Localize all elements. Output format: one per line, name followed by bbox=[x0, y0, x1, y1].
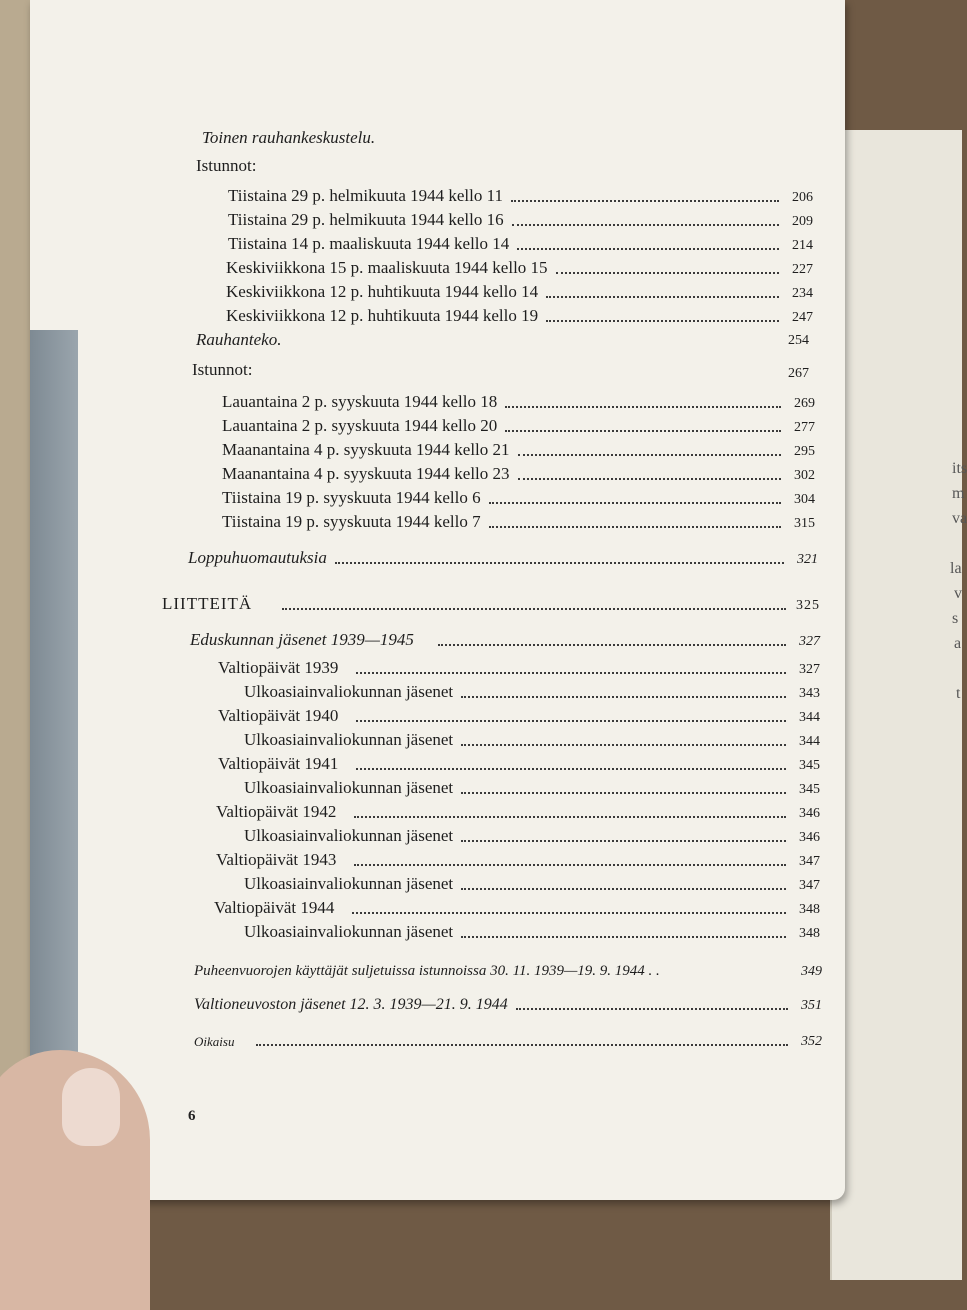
toc-entry[interactable]: Lauantaina 2 p. syyskuuta 1944 kello 18 269 bbox=[222, 392, 815, 411]
facing-page-fragment: its bbox=[952, 460, 967, 477]
thumbnail bbox=[62, 1068, 120, 1146]
toc-entry[interactable]: Valtiopäivät 1942 346 bbox=[216, 802, 820, 821]
toc-entry[interactable]: Valtiopäivät 1939 327 bbox=[218, 658, 820, 677]
toc-entry[interactable]: Ulkoasiainvaliokunnan jäsenet 344 bbox=[244, 730, 820, 749]
toc-entry[interactable]: Ulkoasiainvaliokunnan jäsenet 346 bbox=[244, 826, 820, 845]
facing-page-fragment: a bbox=[954, 635, 962, 652]
toc-entry[interactable]: Tiistaina 19 p. syyskuuta 1944 kello 7 315 bbox=[222, 512, 815, 531]
facing-page-fragment: m bbox=[952, 485, 965, 502]
page-ref: 347 bbox=[799, 854, 820, 869]
facing-page-fragment: la bbox=[950, 560, 962, 577]
page-ref: 247 bbox=[792, 310, 813, 325]
toc-entry[interactable]: Maanantaina 4 p. syyskuuta 1944 kello 21 295 bbox=[222, 440, 815, 459]
facing-page-fragment: s bbox=[952, 610, 959, 627]
facing-page-fragment: va bbox=[952, 510, 967, 527]
istunnot-label: Istunnot: bbox=[192, 360, 253, 379]
page-ref: 254 bbox=[788, 333, 809, 348]
toc-entry[interactable]: Keskiviikkona 12 p. huhtikuuta 1944 kello 19 247 bbox=[226, 306, 813, 325]
toc-entry[interactable]: Tiistaina 14 p. maaliskuuta 1944 kello 14 214 bbox=[228, 234, 813, 253]
page-ref: 302 bbox=[794, 468, 815, 483]
toc-entry[interactable]: Valtiopäivät 1943 347 bbox=[216, 850, 820, 869]
page-ref: 345 bbox=[799, 758, 820, 773]
page-ref: 315 bbox=[794, 516, 815, 531]
page-ref: 295 bbox=[794, 444, 815, 459]
page-ref: 214 bbox=[792, 238, 813, 253]
page-ref: 327 bbox=[799, 634, 820, 649]
page-ref: 344 bbox=[799, 710, 820, 725]
page-ref: 327 bbox=[799, 662, 820, 677]
toc-entry[interactable]: Valtiopäivät 1940 344 bbox=[218, 706, 820, 725]
page-ref: 351 bbox=[801, 998, 822, 1013]
page-ref: 343 bbox=[799, 686, 820, 701]
page-ref: 234 bbox=[792, 286, 813, 301]
page-number: 6 bbox=[188, 1108, 196, 1124]
toc-entry[interactable]: Ulkoasiainvaliokunnan jäsenet 348 bbox=[244, 922, 820, 941]
page-ref: 344 bbox=[799, 734, 820, 749]
page-ref: 321 bbox=[797, 552, 818, 567]
toc-entry[interactable]: Valtiopäivät 1944 348 bbox=[214, 898, 820, 917]
toc-entry[interactable]: Tiistaina 19 p. syyskuuta 1944 kello 6 304 bbox=[222, 488, 815, 507]
toc-entry[interactable]: Keskiviikkona 12 p. huhtikuuta 1944 kello 14 234 bbox=[226, 282, 813, 301]
toc-entry[interactable]: Maanantaina 4 p. syyskuuta 1944 kello 23 302 bbox=[222, 464, 815, 483]
toc-entry[interactable]: Keskiviikkona 15 p. maaliskuuta 1944 kello 15 227 bbox=[226, 258, 813, 277]
toc-entry[interactable]: Ulkoasiainvaliokunnan jäsenet 343 bbox=[244, 682, 820, 701]
page-ref: 348 bbox=[799, 926, 820, 941]
toc-entry[interactable]: Tiistaina 29 p. helmikuuta 1944 kello 16 209 bbox=[228, 210, 813, 229]
page-ref: 277 bbox=[794, 420, 815, 435]
toc-entry[interactable]: Lauantaina 2 p. syyskuuta 1944 kello 20 277 bbox=[222, 416, 815, 435]
page-ref: 348 bbox=[799, 902, 820, 917]
page-ref: 346 bbox=[799, 806, 820, 821]
toc-entry[interactable]: Tiistaina 29 p. helmikuuta 1944 kello 11 206 bbox=[228, 186, 813, 205]
toc-entry[interactable]: Loppuhuomautuksia 321 bbox=[188, 548, 818, 567]
facing-page-fragment: v bbox=[954, 585, 962, 602]
page-ref: 346 bbox=[799, 830, 820, 845]
toc-entry[interactable]: Valtioneuvoston jäsenet 12. 3. 1939—21. 9. 1944 351 bbox=[194, 996, 822, 1013]
page-ref: 267 bbox=[788, 366, 809, 381]
istunnot-label: Istunnot: bbox=[196, 156, 257, 175]
toc-entry[interactable]: Eduskunnan jäsenet 1939—1945 327 bbox=[190, 630, 820, 649]
toc-entry[interactable]: Valtiopäivät 1941 345 bbox=[218, 754, 820, 773]
toc-entry[interactable]: Oikaisu 352 bbox=[194, 1034, 822, 1049]
page-ref: 325 bbox=[796, 598, 820, 613]
page-ref: 206 bbox=[792, 190, 813, 205]
facing-page bbox=[830, 130, 967, 1280]
page-ref: 345 bbox=[799, 782, 820, 797]
toc-entry[interactable]: LIITTEITÄ 325 bbox=[162, 594, 820, 613]
page-ref: 304 bbox=[794, 492, 815, 507]
page-ref: 349 bbox=[801, 964, 822, 979]
page-ref: 347 bbox=[799, 878, 820, 893]
toc-entry[interactable]: Puheenvuorojen käyttäjät suljetuissa istunnoissa 30. 11. 1939—19. 9. 1944 . . 349 bbox=[194, 963, 822, 979]
section-title-toinen: Toinen rauhankeskustelu. bbox=[202, 128, 376, 147]
page-ref: 269 bbox=[794, 396, 815, 411]
page-ref: 352 bbox=[801, 1034, 822, 1049]
toc-entry[interactable]: Ulkoasiainvaliokunnan jäsenet 345 bbox=[244, 778, 820, 797]
page-ref: 209 bbox=[792, 214, 813, 229]
facing-page-fragment: t bbox=[956, 685, 961, 702]
section-title-rauhanteko: Rauhanteko. bbox=[196, 330, 282, 349]
toc-entry[interactable]: Ulkoasiainvaliokunnan jäsenet 347 bbox=[244, 874, 820, 893]
page-ref: 227 bbox=[792, 262, 813, 277]
